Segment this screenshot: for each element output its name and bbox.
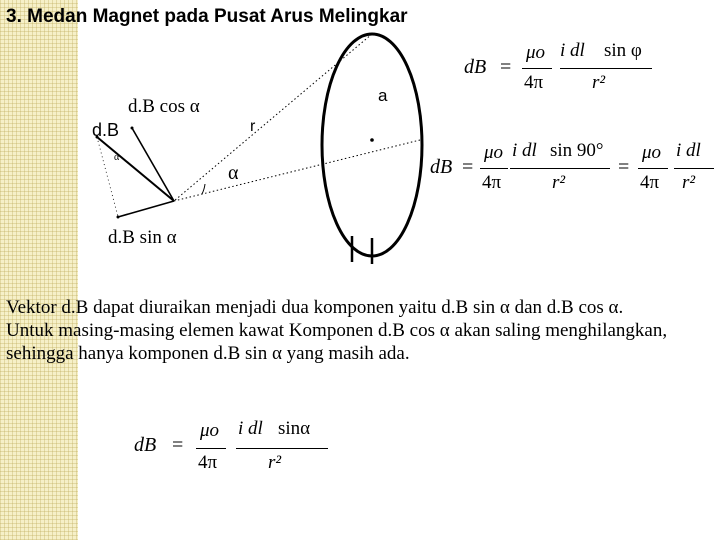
dB-cos-component [132, 128, 174, 201]
eq1-num-c: sin φ [604, 40, 642, 61]
label-a: a [378, 86, 388, 105]
loop-center [370, 138, 374, 142]
eq1-den-b: r² [592, 72, 606, 93]
eq2-bar-1 [480, 168, 508, 169]
eq2-bar-2 [510, 168, 610, 169]
body-text [6, 296, 712, 365]
eq2-bar-3 [638, 168, 668, 169]
paragraph-2: Untuk masing-masing elemen kawat Komponen d.B cos α akan saling menghilangkan, sehingga hanya komponen d.B sin α yang masih ada. [6, 320, 668, 364]
eq1-bar-2 [560, 68, 652, 69]
eq3-bar-1 [196, 448, 226, 449]
axis-line [174, 140, 420, 201]
eq2-equals: = [462, 156, 474, 178]
label-dB: d.B [92, 120, 120, 140]
eq2-num2-a: μo [642, 142, 662, 163]
eq1-num-a: μo [526, 42, 546, 63]
eq3-lhs: dB [134, 434, 157, 456]
eq2-bar-4 [674, 168, 714, 169]
eq2-num-c: sin 90° [550, 140, 604, 161]
current-loop [322, 34, 422, 256]
eq2-den-b: r² [552, 172, 566, 193]
label-alpha-small: α [114, 152, 120, 163]
label-r: r [250, 118, 256, 135]
eq3-equals: = [172, 434, 184, 456]
eq2-num-a: μo [484, 142, 504, 163]
eq3-num-c: sinα [278, 418, 311, 439]
angle-arc [202, 184, 205, 194]
eq2-num2-b: i dl [676, 140, 701, 161]
eq2-den2-b: r² [682, 172, 696, 193]
eq1-den-a: 4π [524, 72, 544, 93]
label-dB-cos: d.B cos α [128, 96, 200, 117]
radius-line [174, 34, 372, 201]
eq1-bar-1 [522, 68, 552, 69]
eq2-lhs: dB [430, 156, 453, 178]
label-alpha-large: α [228, 162, 239, 184]
eq2-num-b: i dl [512, 140, 537, 161]
label-dB-sin: d.B sin α [108, 227, 177, 248]
dB-sin-component [118, 201, 174, 217]
slide-title: 3. Medan Magnet pada Pusat Arus Melingkar [6, 6, 408, 27]
eq2-den2-a: 4π [640, 172, 660, 193]
guide-line [97, 137, 118, 217]
eq2-equals-2: = [618, 156, 630, 178]
eq1-equals: = [500, 56, 512, 78]
paragraph-1: Vektor d.B dapat diuraikan menjadi dua komponen yaitu d.B sin α dan d.B cos α. [6, 297, 624, 318]
dB-vector [97, 137, 174, 201]
eq3-num-a: μo [200, 420, 220, 441]
eq3-num-b: i dl [238, 418, 263, 439]
eq3-bar-2 [236, 448, 328, 449]
eq1-num-b: i dl [560, 40, 585, 61]
eq3-den-b: r² [268, 452, 282, 473]
eq2-den-a: 4π [482, 172, 502, 193]
eq1-lhs: dB [464, 56, 487, 78]
eq3-den-a: 4π [198, 452, 218, 473]
